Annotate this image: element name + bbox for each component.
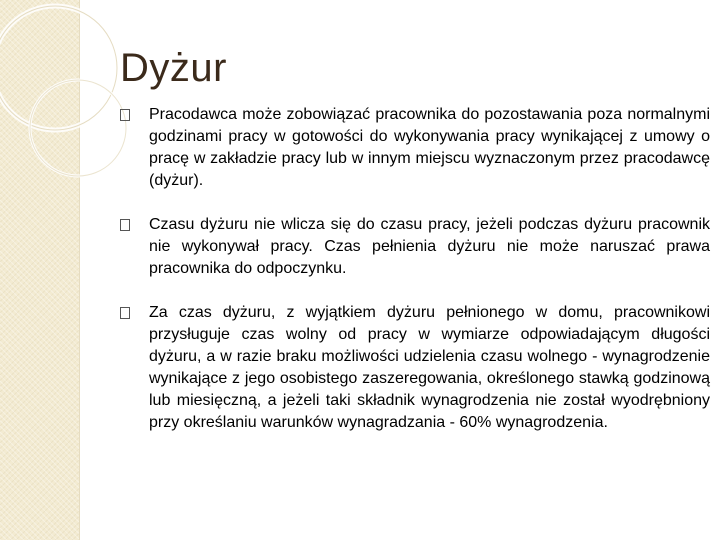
square-bullet-icon — [120, 307, 130, 319]
bullet-text: Pracodawca może zobowiązać pracownika do pozostawania poza normalnymi godzinami pracy w gotowości do wykonywania pracy wynikającej z umowy o pracę w zakładzie pracy lub w innym miejscu wyznaczonym przez pracodawcę (dyżur). — [149, 106, 710, 189]
decorative-side-strip — [0, 0, 80, 540]
slide-title: Dyżur — [120, 46, 227, 90]
bullet-text: Czasu dyżuru nie wlicza się do czasu pracy, jeżeli podczas dyżuru pracownik nie wykonywał pracy. Czas pełnienia dyżuru nie może naruszać prawa pracownika do odpoczynku. — [149, 216, 710, 277]
bullet-list — [120, 104, 710, 434]
square-bullet-icon — [120, 219, 130, 231]
bullet-item — [120, 214, 710, 280]
square-bullet-icon — [120, 109, 130, 121]
bullet-item — [120, 302, 710, 434]
bullet-text: Za czas dyżuru, z wyjątkiem dyżuru pełnionego w domu, pracownikowi przysługuje czas wolny od pracy w wymiarze odpowiadającym długości dyżuru, a w razie braku możliwości udzielenia czasu wolnego - wynagrodzenie wynikające z jego osobistego zaszeregowania, określonego stawką godzinową lub miesięczną, a jeżeli taki składnik wynagrodzenia nie został wyodrębniony przy określaniu warunków wynagradzania - 60% wynagrodzenia. — [149, 304, 710, 431]
bullet-item — [120, 104, 710, 192]
